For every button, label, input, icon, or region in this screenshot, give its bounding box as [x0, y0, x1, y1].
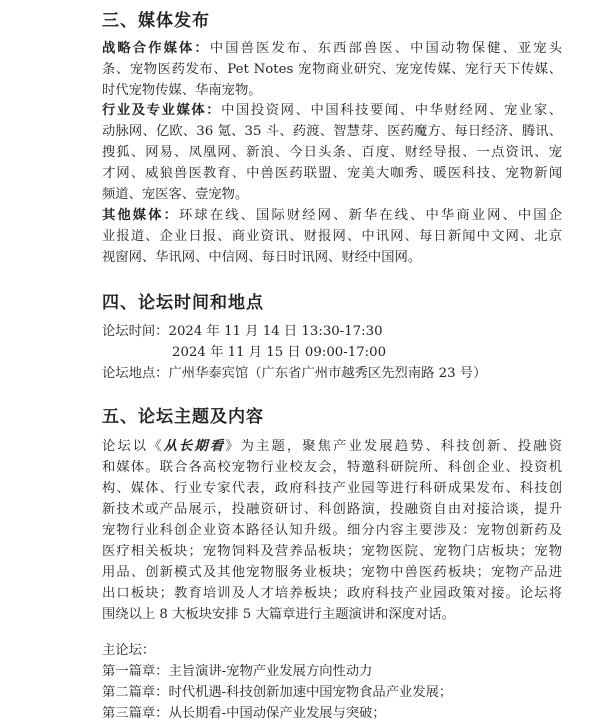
industry-media-line-2: 动脉网、亿欧、36 氪、35 斗、药渡、智慧芽、医药魔方、每日经济、腾讯、 [102, 124, 562, 139]
theme-body-line-2: 构、媒体、行业专家代表，政府科技产业园等进行科研成果发布、科技创 [102, 481, 562, 496]
forum-time-label: 论坛时间： [102, 324, 169, 339]
industry-media-line-3: 搜狐、网易、凤凰网、新浪、今日头条、百度、财经导报、一点资讯、宠 [102, 145, 562, 160]
chapter-2: 第二篇章：时代机遇-科技创新加速中国宠物食品产业发展； [102, 685, 453, 700]
theme-body-line-3: 新技术或产品展示，投融资研讨、科创路演，投融资自由对接洽谈，提升 [102, 502, 562, 517]
industry-media-line-4: 才网、威狼兽医教育、中兽医药联盟、宠美大咖秀、暖医科技、宠物新闻 [102, 166, 562, 181]
section-heading-theme: 五、论坛主题及内容 [102, 407, 264, 427]
strategic-media-line-2: 条、宠物医药发布、Pet Notes 宠物商业研究、宠宠传媒、宠行天下传媒、 [102, 62, 562, 77]
section-heading-media: 三、媒体发布 [102, 11, 210, 31]
industry-media-line-5: 频道、宠医客、壹宠物。 [102, 187, 249, 202]
strategic-media-line-1: 战略合作媒体：中国兽医发布、东西部兽医、中国动物保健、亚宠头 [102, 41, 562, 56]
theme-body-line-8: 围绕以上 8 大板块安排 5 大篇章进行主题演讲和深度对话。 [102, 607, 455, 622]
forum-theme-title: 从长期看 [163, 439, 226, 454]
forum-time-1: 2024 年 11 月 14 日 13:30-17:30 [168, 324, 383, 339]
theme-body-line-1: 和媒体。联合各高校宠物行业校友会，特邀科研院所、科创企业、投资机 [102, 460, 562, 475]
theme-body-line-5: 医疗相关板块；宠物饲料及营养品板块；宠物医院、宠物门店板块；宠物 [102, 544, 562, 559]
other-media-line-2: 业报道、企业日报、商业资讯、财报网、中讯网、每日新闻中文网、北京 [102, 229, 562, 244]
section-heading-time-place: 四、论坛时间和地点 [102, 293, 264, 313]
other-media-line-1: 其他媒体：环球在线、国际财经网、新华在线、中华商业网、中国企 [102, 208, 562, 223]
forum-place-line [102, 363, 486, 384]
theme-body-line-6: 用品、创新模式及其他宠物服务业板块；宠物中兽医药板块；宠物产品进 [102, 565, 562, 580]
forum-time-line-1 [102, 321, 383, 342]
theme-body-line-4: 宠物行业科创企业资本路径认知升级。细分内容主要涉及：宠物创新药及 [102, 523, 562, 538]
main-forum-label: 主论坛： [102, 643, 156, 658]
forum-time-2: 2024 年 11 月 15 日 09:00-17:00 [172, 345, 387, 360]
forum-place: 广州华泰宾馆（广东省广州市越秀区先烈南路 23 号） [168, 366, 487, 381]
strategic-media-line-3: 时代宠物传媒、华南宠物。 [102, 83, 262, 98]
strategic-media-label: 战略合作媒体： [102, 41, 210, 56]
other-media-line-3: 视窗网、华讯网、中信网、每日时讯网、财经中国网。 [102, 250, 422, 265]
other-media-label: 其他媒体： [102, 208, 180, 223]
forum-place-label: 论坛地点： [102, 366, 169, 381]
industry-media-label: 行业及专业媒体： [102, 103, 222, 118]
chapter-3: 第三篇章：从长期看-中国动保产业发展与突破； [102, 706, 386, 721]
theme-intro-line: 论坛以《从长期看》为主题，聚焦产业发展趋势、科技创新、投融资 [102, 439, 562, 454]
theme-body-line-7: 出口板块；教育培训及人才培养板块；政府科技产业园政策对接。论坛将 [102, 586, 562, 601]
industry-media-line-1: 行业及专业媒体：中国投资网、中国科技要闻、中华财经网、宠业家、 [102, 103, 562, 118]
chapter-1: 第一篇章：主旨演讲-宠物产业发展方向性动力 [102, 664, 373, 679]
